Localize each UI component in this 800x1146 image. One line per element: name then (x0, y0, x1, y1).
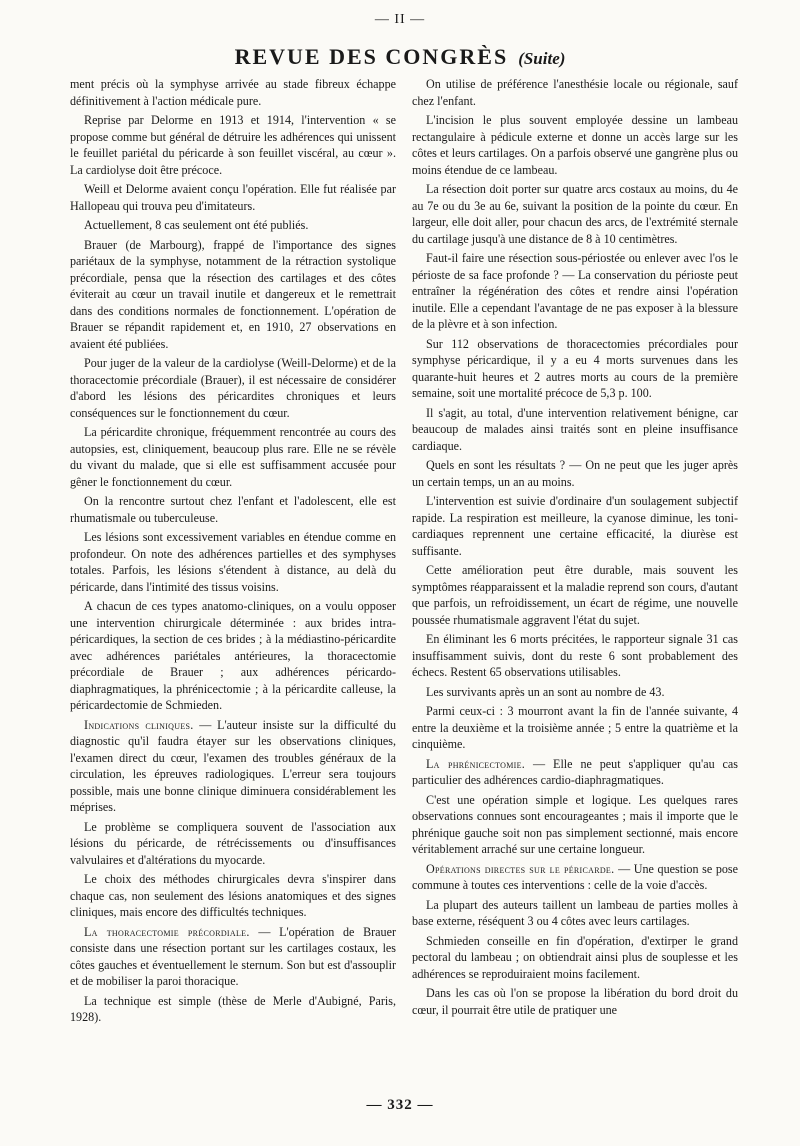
section-heading: La thoracectomie précordiale. (84, 924, 250, 939)
paragraph: Faut-il faire une résection sous-périostée ou enlever avec l'os le périoste de sa face profonde ? — La conservation du périoste peut entraîner la régénération des côtes et rendre ainsi l'opération inutile. Elle a cependant l'avantage de ne pas exposer à la blessure de la plèvre et à son infection. (412, 251, 738, 331)
section-paragraph (412, 861, 738, 894)
page-header (0, 44, 800, 70)
section-paragraph (412, 756, 738, 789)
section-heading: Indications cliniques. (84, 717, 194, 732)
header-title: REVUE DES CONGRÈS (234, 44, 509, 69)
section-paragraph (70, 717, 396, 816)
section-text: — Elle ne peut s'appliquer qu'au cas particulier des adhérences cardio-diaphragmatiques. (412, 756, 739, 787)
section-text: — L'opération de Brauer consiste dans une résection portant sur les cartilages costaux, les côtes gauches et éventuellement le sternum. Son but est d'assouplir et de mobiliser la paroi thoracique. (70, 924, 396, 988)
bottom-page-number: — 332 — (366, 1097, 434, 1113)
paragraph: Brauer (de Marbourg), frappé de l'importance des signes pariétaux de la symphyse, notamment de la rétraction systolique précordiale, pensa que la résection des cartilages et des côtes éviterait au cœur un travail inutile et dangereux et le remettrait dans des conditions normales de fonctionnement. L'opération de Brauer se répandit rapidement et, en 1910, 27 observations en avaient été publiées. (70, 237, 396, 351)
paragraph: Sur 112 observations de thoracectomies précordiales pour symphyse péricardique, il y a eu 4 morts survenues dans les quarante-huit heures et 2 autres morts au cours de la première semaine, soit une mortalité précoce de 5,3 p. 100. (412, 336, 738, 400)
paragraph: Actuellement, 8 cas seulement ont été publiés. (84, 218, 309, 232)
paragraph: La péricardite chronique, fréquemment rencontrée au cours des autopsies, est, cliniquement, beaucoup plus rare. Elle ne se révèle du vivant du malade, que si elle est suffisamment accusée pour gêner le fonctionnement du cœur. (70, 425, 396, 489)
paragraph: On utilise de préférence l'anesthésie locale ou régionale, sauf chez l'enfant. (412, 77, 738, 108)
paragraph: En éliminant les 6 morts précitées, le rapporteur signale 31 cas insuffisamment suivis, dont du reste 6 sont probablement des échecs. Restent 65 observations utilisables. (412, 632, 738, 679)
right-column (412, 76, 738, 1021)
paragraph: Le choix des méthodes chirurgicales devra s'inspirer dans chaque cas, non seulement des lésions anatomiques et des signes cliniques, mais encore des difficultés techniques. (70, 872, 396, 919)
top-page-number: — II — (374, 12, 426, 27)
paragraph: Dans les cas où l'on se propose la libération du bord droit du cœur, il pourrait être utile de pratiquer une (412, 986, 738, 1017)
paragraph: A chacun de ces types anatomo-cliniques, on a voulu opposer une intervention chirurgicale déterminée : aux brides intra-péricardiques, la section de ces brides ; à la médiastino-péricardite avec adhérences pariétales antérieures, la thoracectomie précordiale de Brauer ; aux adhérences péricardo-diaphragmatiques, la phrénicectomie ; à la péricardite calleuse, la péricardectomie de Schmieden. (70, 599, 396, 712)
header-suffix: (Suite) (518, 49, 566, 68)
paragraph: Cette amélioration peut être durable, mais souvent les symptômes réapparaissent et la maladie reprend son cours, d'autant que parfois, un refroidissement, un écart de régime, une nouvelle poussée rhumatismale aggravent l'état du sujet. (412, 563, 738, 627)
section-paragraph (70, 924, 396, 990)
paragraph: Quels en sont les résultats ? — On ne peut que les juger après un certain temps, un an au moins. (412, 458, 738, 489)
paragraph: Reprise par Delorme en 1913 et 1914, l'intervention « se propose comme but général de détruire les adhérences qui unissent le feuillet pariétal du péricarde à son feuillet viscéral, au cœur ». La cardiolyse doit être précoce. (70, 113, 396, 177)
paragraph: Il s'agit, au total, d'une intervention relativement bénigne, car beaucoup de malades ainsi traités sont en pleine insuffisance cardiaque. (412, 405, 738, 453)
paragraph: L'intervention est suivie d'ordinaire d'un soulagement subjectif rapide. La respiration est meilleure, la cyanose diminue, les toni-cardiaques reprennent une certaine efficacité, la diurèse est suffisante. (412, 494, 738, 558)
paragraph: C'est une opération simple et logique. Les quelques rares observations connues sont encourageantes ; mais il importe que le phrénique gauche soit non pas simplement sectionné, mais encore véritablement arraché sur une certaine longueur. (412, 792, 738, 856)
paragraph: La technique est simple (thèse de Merle d'Aubigné, Paris, 1928). (70, 993, 396, 1024)
section-text: — Une question se pose commune à toutes ces interventions : celle de la voie d'accès. (412, 861, 738, 892)
paragraph: Le problème se compliquera souvent de l'association aux lésions du péricarde, de rétrécissements ou d'insuffisances valvulaires et d'altérations du myocarde. (70, 819, 396, 867)
paragraph: La plupart des auteurs taillent un lambeau de parties molles à base externe, réséquent 3 ou 4 côtes avec leurs cartilages. (412, 897, 738, 928)
paragraph: L'incision le plus souvent employée dessine un lambeau rectangulaire à pédicule externe et donne un accès large sur les côtes et leurs cartilages. On a parfois observé une gangrène plus ou moins étendue de ce lambeau. (412, 113, 738, 177)
paragraph: Pour juger de la valeur de la cardiolyse (Weill-Delorme) et de la thoracectomie précordiale (Brauer), il est nécessaire de considérer d'abord les lésions des péricardites chroniques et leurs conséquences sur le fonctionnement du cœur. (70, 356, 396, 420)
paragraph: Les lésions sont excessivement variables en étendue comme en profondeur. On note des adhérences partielles et des symphyses totales. Parfois, les lésions s'étendent à distance, au delà du péricarde, dans l'intimité des tissus voisins. (70, 530, 396, 594)
paragraph: ment précis où la symphyse arrivée au stade fibreux échappe définitivement à l'action médicale pure. (70, 77, 396, 108)
paragraph: Les survivants après un an sont au nombre de 43. (426, 684, 665, 699)
paragraph: Parmi ceux-ci : 3 mourront avant la fin de l'année suivante, 4 entre la deuxième et la troisième année ; 5 entre la quatrième et la cinquième. (412, 704, 738, 751)
section-heading: La phrénicectomie. (426, 756, 526, 771)
paragraph: Schmieden conseille en fin d'opération, d'extirper le grand pectoral du lambeau ; on obtiendrait ainsi plus de souplesse et les adhérences se reproduiraient moins facilement. (412, 933, 738, 981)
section-text: — L'auteur insiste sur la difficulté du diagnostic qu'il faudra étayer sur les observations cliniques, l'examen direct du cœur, l'examen des troubles généraux de la circulation, les épreuves radiologiques. L'erreur sera toujours possible, mais une bonne clinique diminuera considérablement les méprises. (70, 717, 396, 814)
paragraph: Weill et Delorme avaient conçu l'opération. Elle fut réalisée par Hallopeau qui trouva peu d'imitateurs. (70, 182, 396, 213)
paragraph: La résection doit porter sur quatre arcs costaux au moins, du 4e au 7e ou du 3e au 6e, suivant la position de la pointe du cœur. En largeur, elle doit aller, pour chacun des arcs, de l'extrémité sternale du cartilage jusqu'à une distance de 8 à 10 centimètres. (412, 182, 738, 246)
left-column (70, 76, 396, 1029)
paragraph: On la rencontre surtout chez l'enfant et l'adolescent, elle est rhumatismale ou tuberculeuse. (70, 494, 396, 525)
section-heading: Opérations directes sur le péricarde. (426, 861, 615, 876)
